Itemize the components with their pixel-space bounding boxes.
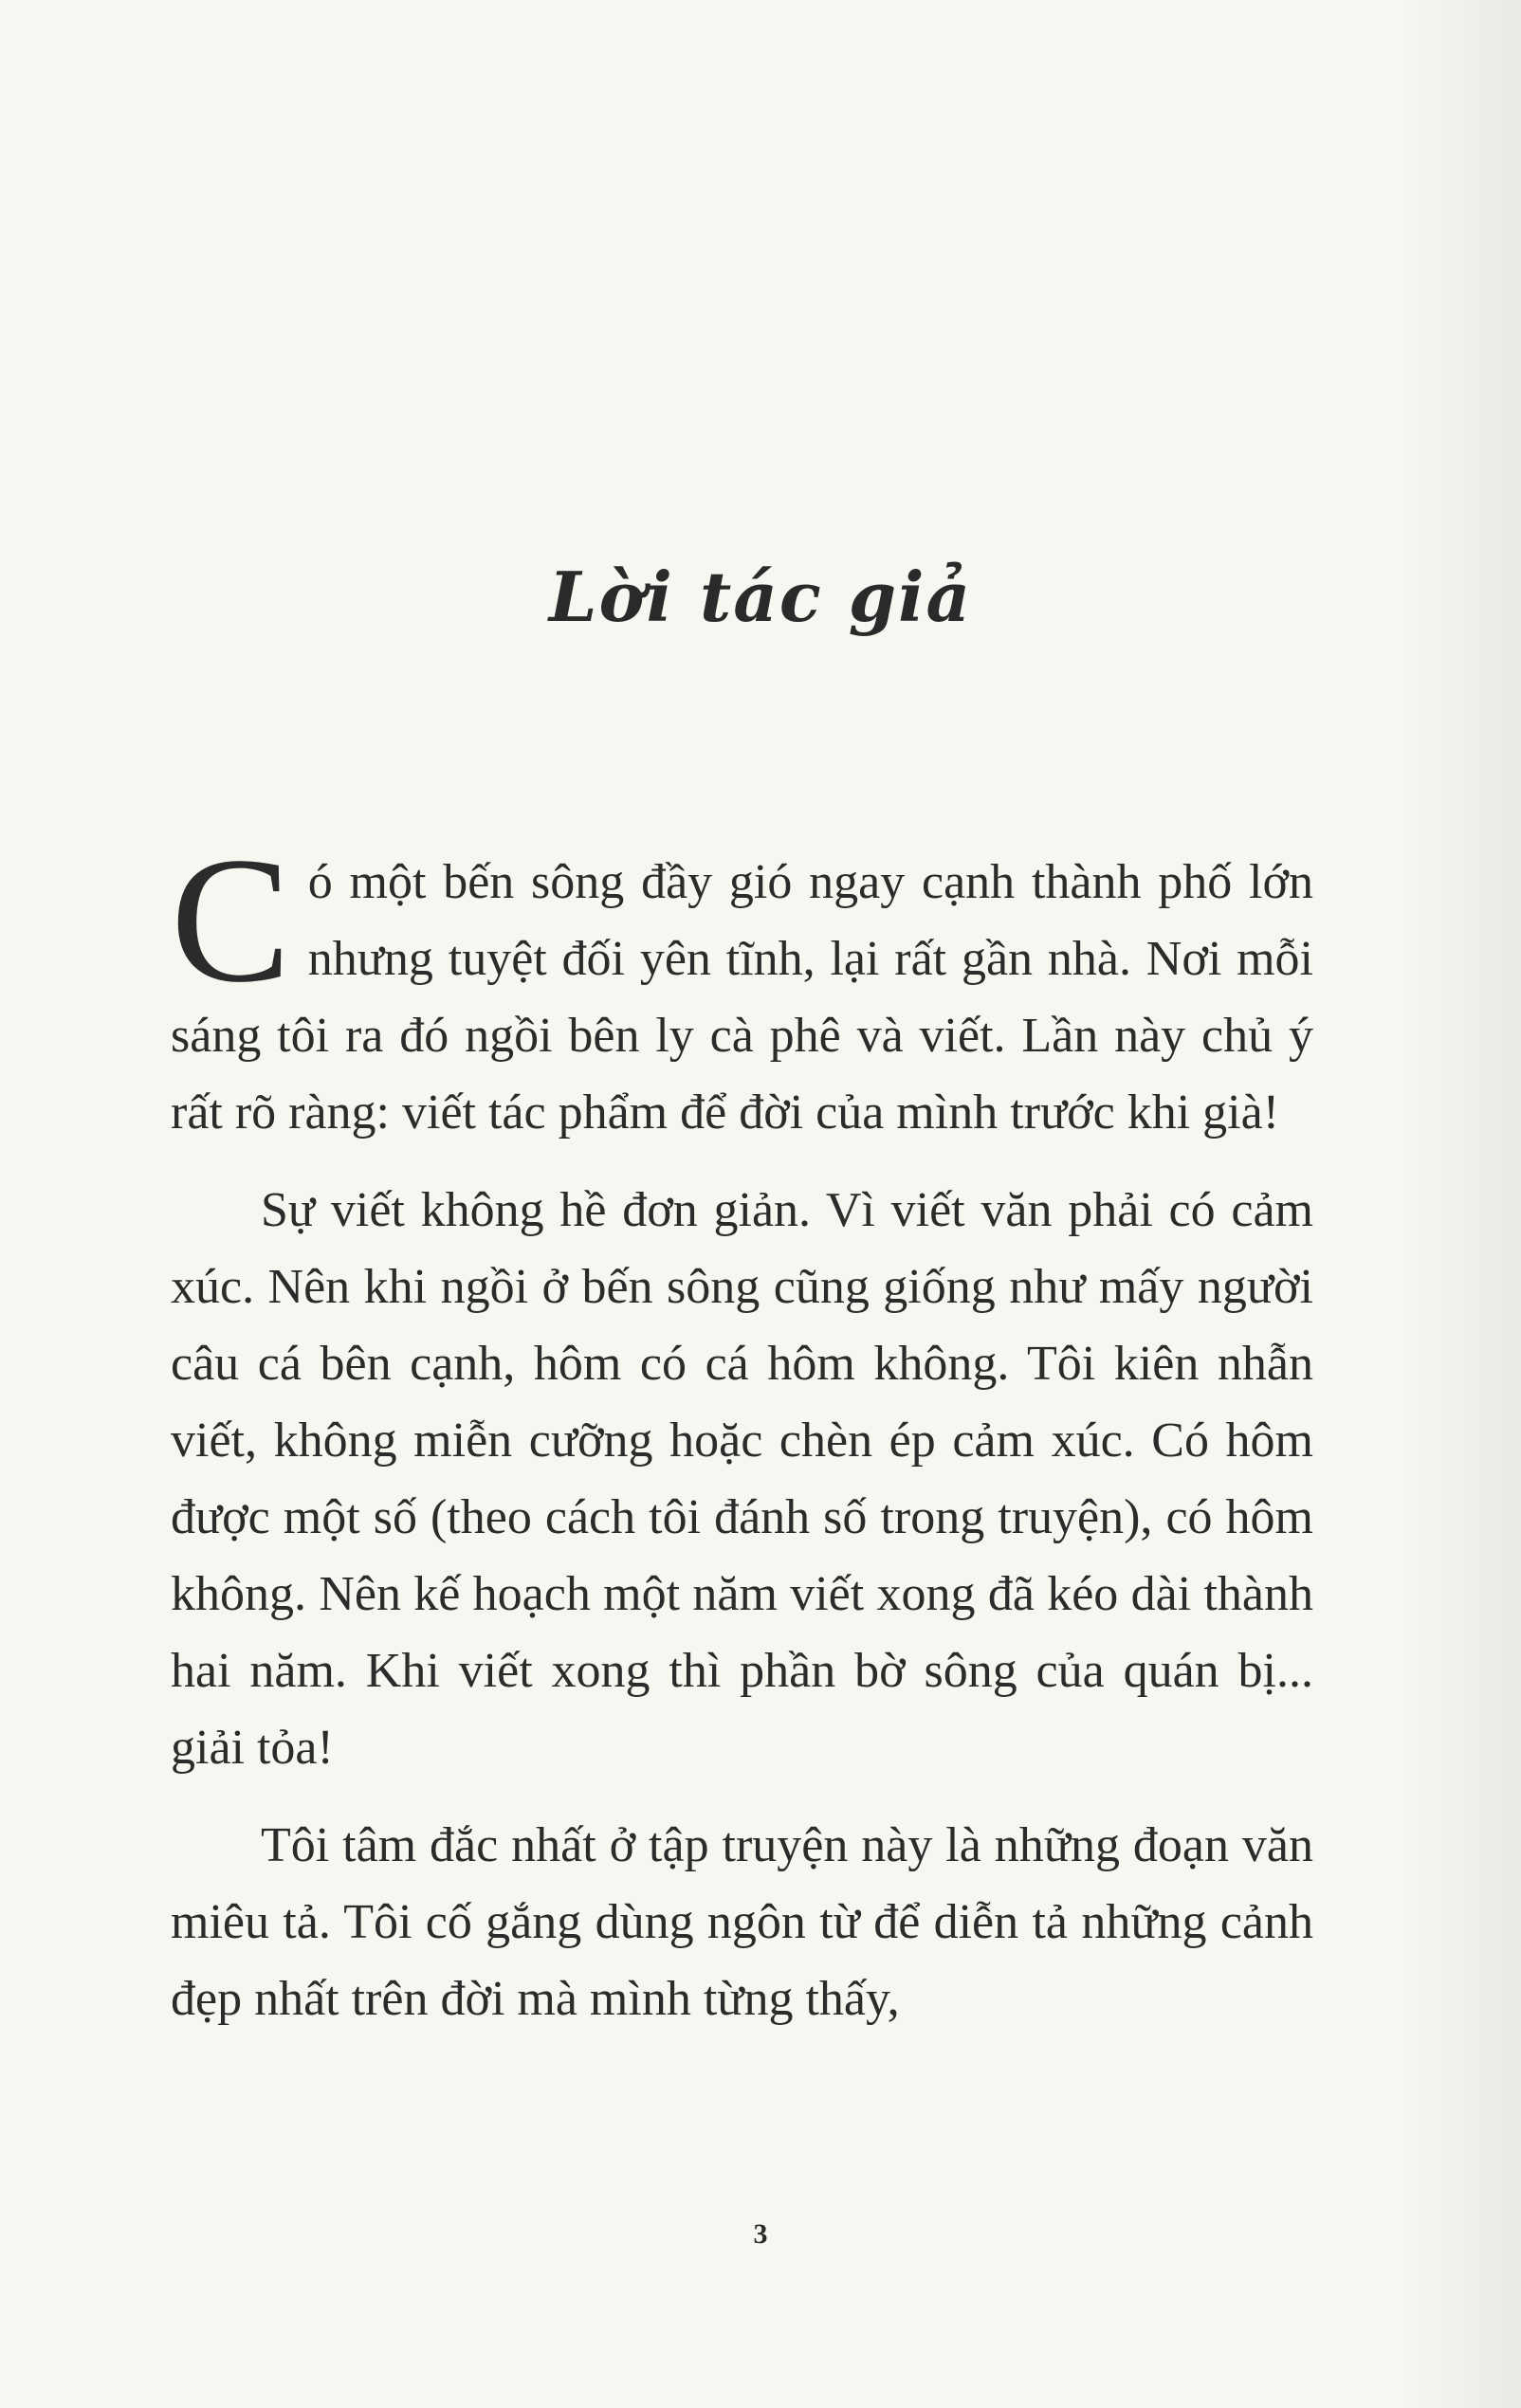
- paragraph-3: Tôi tâm đắc nhất ở tập truyện này là những đoạn văn miêu tả. Tôi cố gắng dùng ngôn từ để diễn tả những cảnh đẹp nhất trên đời mà mình từng thấy,: [171, 1818, 1313, 2026]
- body-text: [171, 821, 1313, 2037]
- chapter-title: Lời tác giả: [548, 556, 973, 637]
- page-number: 3: [753, 2218, 768, 2250]
- paragraph-1: [171, 821, 1313, 1151]
- paragraph-1-text: ó một bến sông đầy gió ngay cạnh thành phố lớn nhưng tuyệt đối yên tĩnh, lại rất gần nhà. Nơi mỗi sáng tôi ra đó ngồi bên ly cà phê và viết. Lần này chủ ý rất rõ ràng: viết tác phẩm để đời của mình trước khi già!: [171, 855, 1313, 1140]
- paragraph-2: Sự viết không hề đơn giản. Vì viết văn phải có cảm xúc. Nên khi ngồi ở bến sông cũng giống như mấy người câu cá bên cạnh, hôm có cá hôm không. Tôi kiên nhẫn viết, không miễn cưỡng hoặc chèn ép cảm xúc. Có hôm được một số (theo cách tôi đánh số trong truyện), có hôm không. Nên kế hoạch một năm viết xong đã kéo dài thành hai năm. Khi viết xong thì phần bờ sông của quán bị... giải tỏa!: [171, 1183, 1313, 1775]
- drop-cap: C: [171, 821, 291, 1020]
